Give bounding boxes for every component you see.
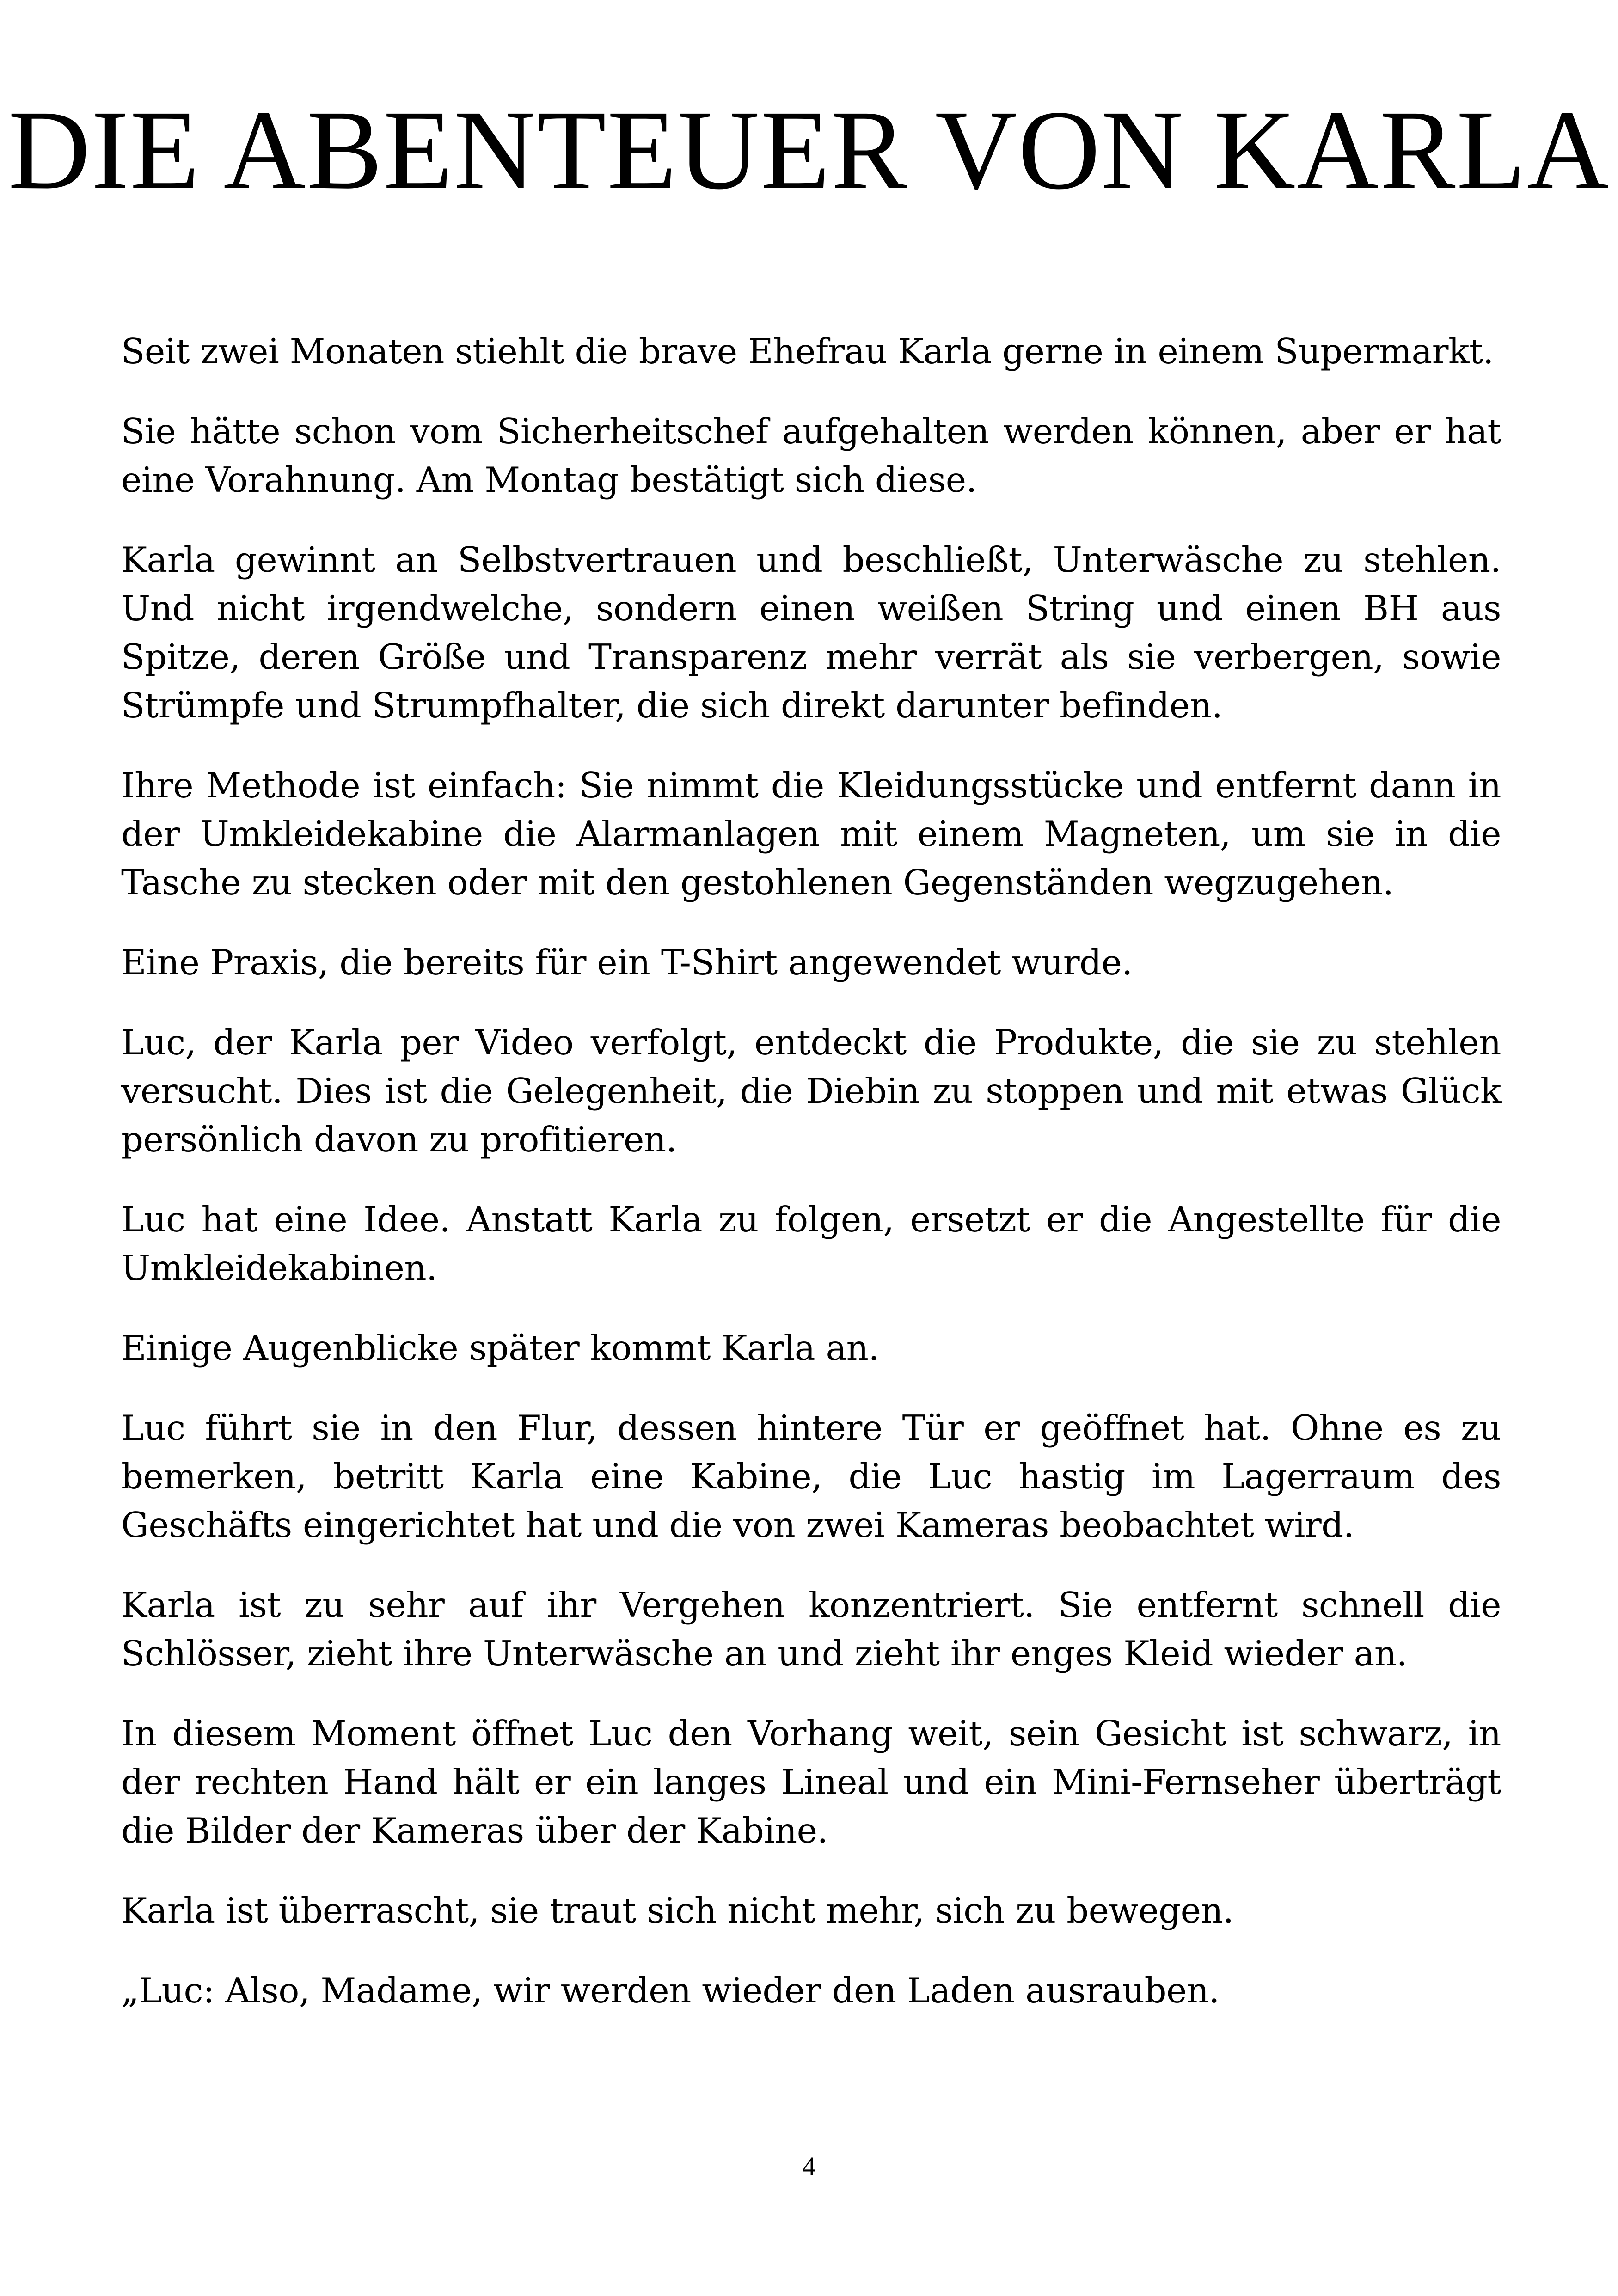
paragraph-3: Karla gewinnt an Selbstvertrauen und beschließt, Unterwäsche zu stehlen. Und nicht irgendwelche, sondern einen weißen String und einen BH aus Spitze, deren Größe und Transparenz mehr verrät als sie verbergen, sowie Strümpfe und Strumpfhalter, die sich direkt darunter befinden. <box>121 539 1501 726</box>
paragraph-1: Seit zwei Monaten stiehlt die brave Ehefrau Karla gerne in einem Supermarkt. <box>121 331 1494 372</box>
page-number: 4 <box>802 2151 816 2181</box>
paragraph-8: Einige Augenblicke später kommt Karla an. <box>121 1328 879 1368</box>
story-body <box>121 327 1501 2046</box>
paragraph-9: Luc führt sie in den Flur, dessen hintere Tür er geöffnet hat. Ohne es zu bemerken, betritt Karla eine Kabine, die Luc hastig im Lagerraum des Geschäfts eingerichtet hat und die von zwei Kameras beobachtet wird. <box>121 1408 1501 1545</box>
paragraph-11: In diesem Moment öffnet Luc den Vorhang weit, sein Gesicht ist schwarz, in der rechten Hand hält er ein langes Lineal und ein Mini-Fernseher überträgt die Bilder der Kameras über der Kabine. <box>121 1713 1501 1851</box>
paragraph-12: Karla ist überrascht, sie traut sich nicht mehr, sich zu bewegen. <box>121 1890 1234 1931</box>
paragraph-4: Ihre Methode ist einfach: Sie nimmt die Kleidungsstücke und entfernt dann in der Umkleidekabine die Alarmanlagen mit einem Magneten, um sie in die Tasche zu stecken oder mit den gestohlenen Gegenständen wegzugehen. <box>121 765 1501 903</box>
paragraph-10: Karla ist zu sehr auf ihr Vergehen konzentriert. Sie entfernt schnell die Schlösser, zieht ihre Unterwäsche an und zieht ihr enges Kleid wieder an. <box>121 1585 1501 1674</box>
paragraph-7: Luc hat eine Idee. Anstatt Karla zu folgen, ersetzt er die Angestellte für die Umkleidekabinen. <box>121 1199 1501 1288</box>
paragraph-2: Sie hätte schon vom Sicherheitschef aufgehalten werden können, aber er hat eine Vorahnung. Am Montag bestätigt sich diese. <box>121 411 1501 500</box>
paragraph-6: Luc, der Karla per Video verfolgt, entdeckt die Produkte, die sie zu stehlen versucht. Dies ist die Gelegenheit, die Diebin zu stoppen und mit etwas Glück persönlich davon zu profitieren. <box>121 1022 1501 1160</box>
page-title: DIE ABENTEUER VON KARLA <box>8 87 1610 213</box>
paragraph-5: Eine Praxis, die bereits für ein T-Shirt angewendet wurde. <box>121 942 1133 983</box>
paragraph-13: „Luc: Also, Madame, wir werden wieder den Laden ausrauben. <box>121 1970 1220 2011</box>
